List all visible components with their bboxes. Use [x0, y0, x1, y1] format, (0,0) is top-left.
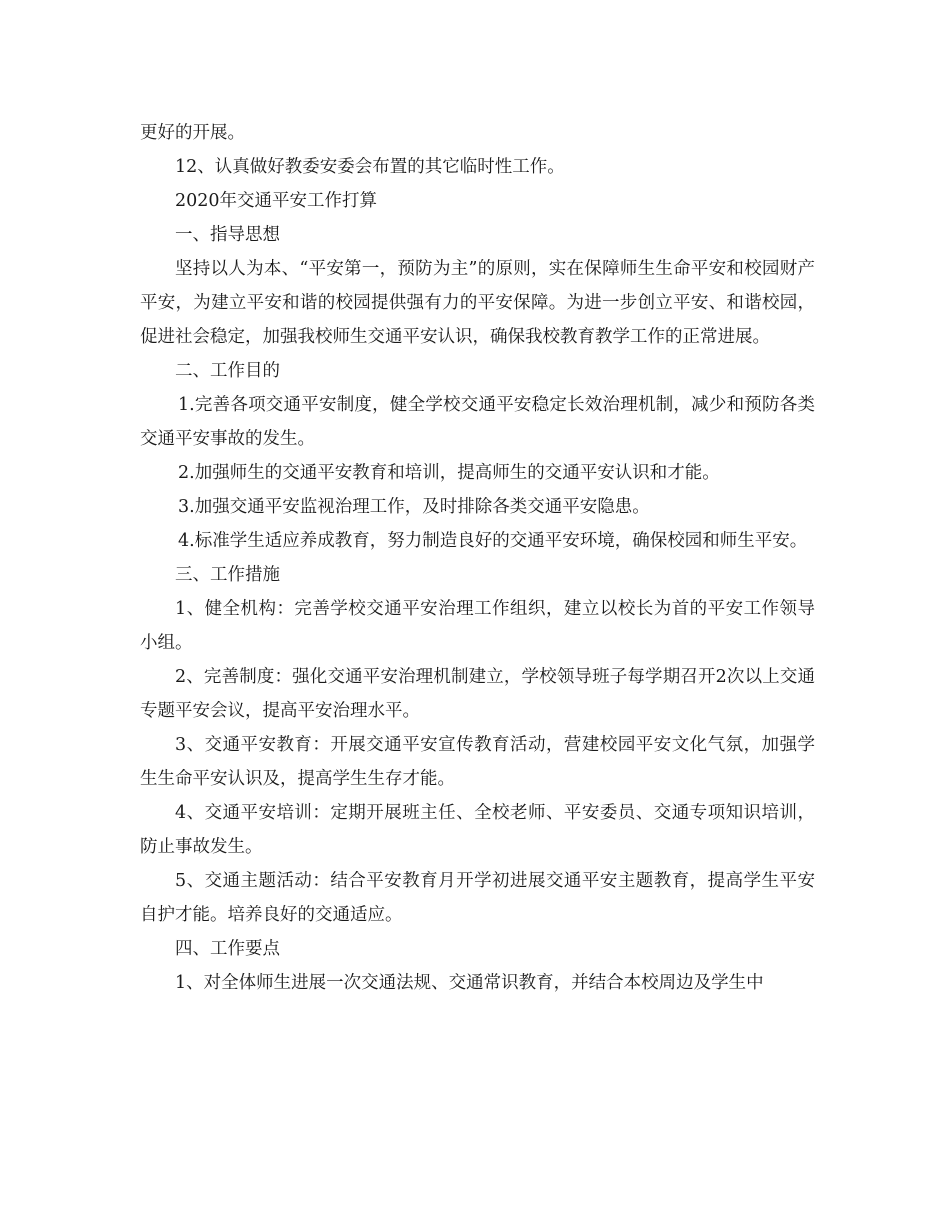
heading-guiding-thought: 一、指导思想 — [175, 225, 280, 245]
measure-item-2: 2、完善制度：强化交通平安治理机制建立，学校领导班子每学期召开2次以上交通专题平安会议，提高平安治理水平。 — [140, 667, 815, 721]
goal-item-3: 3.加强交通平安监视治理工作，及时排除各类交通平安隐患。 — [178, 497, 650, 517]
heading-work-points: 四、工作要点 — [175, 939, 280, 959]
heading-work-goals: 二、工作目的 — [175, 361, 280, 381]
paragraph-continuation: 更好的开展。 — [140, 123, 245, 143]
section-title: 2020年交通平安工作打算 — [175, 191, 378, 211]
measure-item-3: 3、交通平安教育：开展交通平安宣传教育活动，营建校园平安文化气氛，加强学生生命平安认识及，提高学生生存才能。 — [140, 735, 815, 789]
measure-item-5: 5、交通主题活动：结合平安教育月开学初进展交通平安主题教育，提高学生平安自护才能。培养良好的交通适应。 — [140, 871, 815, 925]
point-item-1: 1、对全体师生进展一次交通法规、交通常识教育，并结合本校周边及学生中 — [175, 973, 764, 993]
measure-item-1: 1、健全机构：完善学校交通平安治理工作组织，建立以校长为首的平安工作领导小组。 — [140, 599, 815, 653]
paragraph-guiding-thought: 坚持以人为本、“平安第一，预防为主”的原则，实在保障师生生命平安和校园财产平安，为建立平安和谐的校园提供强有力的平安保障。为进一步创立平安、和谐校园，促进社会稳定，加强我校师生交通平安认识，确保我校教育教学工作的正常进展。 — [140, 259, 815, 347]
paragraph-item-12: 12、认真做好教委安委会布置的其它临时性工作。 — [175, 157, 565, 177]
heading-work-measures: 三、工作措施 — [175, 565, 280, 585]
measure-item-4: 4、交通平安培训：定期开展班主任、全校老师、平安委员、交通专项知识培训，防止事故发生。 — [140, 803, 815, 857]
document-body — [140, 116, 815, 1000]
goal-item-2: 2.加强师生的交通平安教育和培训，提高师生的交通平安认识和才能。 — [178, 463, 720, 483]
goal-item-4: 4.标准学生适应养成教育，努力制造良好的交通平安环境，确保校园和师生平安。 — [178, 531, 808, 551]
goal-item-1: 1.完善各项交通平安制度，健全学校交通平安稳定长效治理机制，减少和预防各类交通平安事故的发生。 — [140, 395, 815, 449]
